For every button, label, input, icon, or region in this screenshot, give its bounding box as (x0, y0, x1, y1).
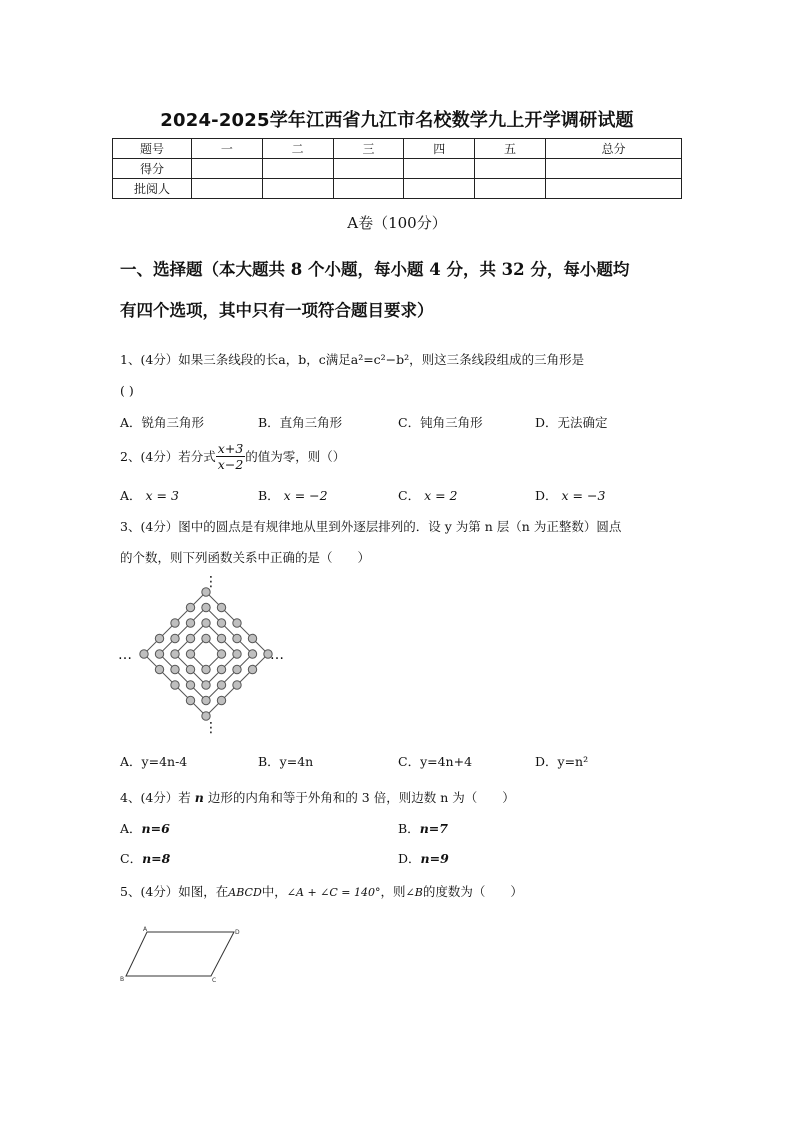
option-label: B． (258, 488, 280, 503)
layer-3-dot (217, 619, 225, 627)
part1-heading-line2: 有四个选项，其中只有一项符合题目要求） (120, 301, 434, 320)
layer-2-dot (233, 650, 241, 658)
option-label: D． (398, 851, 421, 866)
bottom-ellipsis: ⋮ (204, 720, 218, 736)
score-cell[interactable] (545, 159, 681, 179)
score-row-label: 得分 (113, 159, 192, 179)
grader-cell[interactable] (545, 179, 681, 199)
layer-4-dot (155, 665, 163, 673)
layer-3-dot (186, 619, 194, 627)
layer-1-dot (217, 650, 225, 658)
grader-cell[interactable] (333, 179, 404, 199)
section-a-title: A卷（100分） (347, 214, 447, 232)
vertex-label-d: D (235, 929, 240, 936)
layer-3-dot (202, 603, 210, 611)
score-table-header-row (113, 139, 682, 159)
q5-mid: 中， (261, 884, 287, 899)
layer-1-dot (186, 650, 194, 658)
q4-suffix: 边形的内角和等于外角和的 3 倍，则边数 n 为（ ） (203, 790, 515, 805)
q3-option-c: C．y=4n+4 (398, 754, 473, 769)
vertex-label-b: B (120, 976, 125, 983)
q2-fraction-numerator: x+3 (217, 440, 244, 456)
score-row (113, 159, 682, 179)
layer-2-dot (217, 634, 225, 642)
option-value: x = 3 (145, 488, 179, 503)
q2-suffix: 的值为零，则（） (245, 449, 346, 464)
layer-3-dot (186, 681, 194, 689)
layer-3-dot (155, 650, 163, 658)
option-value: n=7 (419, 821, 448, 836)
q5-target: ∠B (405, 886, 423, 899)
layer-4-dot (155, 634, 163, 642)
layer-4-dot (202, 712, 210, 720)
q1-option-c: C．钝角三角形 (398, 415, 483, 430)
q5-shape: ABCD (228, 886, 262, 899)
q5-mid2: ，则 (380, 884, 406, 899)
parallelogram-shape (126, 932, 234, 976)
q3-option-a: A．y=4n-4 (120, 754, 188, 769)
q3-option-d: D．y=n² (535, 754, 589, 769)
layer-2-dot (186, 665, 194, 673)
layer-4-dot (233, 619, 241, 627)
q2-option-c (398, 486, 458, 504)
option-value: n=9 (420, 851, 449, 866)
option-value: x = −3 (561, 488, 606, 503)
q1-option-a: A．锐角三角形 (120, 415, 205, 430)
top-ellipsis: ⋮ (204, 574, 218, 590)
layer-4-dot (217, 696, 225, 704)
option-value: x = −2 (283, 488, 328, 503)
part1-heading-line1: 一、选择题（本大题共 8 个小题，每小题 4 分，共 32 分，每小题均 (120, 260, 630, 279)
q5-text (120, 882, 523, 900)
q4-variable: n (194, 790, 204, 805)
q5-suffix: 的度数为（ ） (422, 884, 523, 899)
left-ellipsis: … (118, 647, 132, 663)
score-cell[interactable] (262, 159, 333, 179)
layer-2-dot (171, 650, 179, 658)
q2-text (120, 436, 345, 476)
grader-row (113, 179, 682, 199)
grader-cell[interactable] (404, 179, 475, 199)
option-label: A． (120, 488, 142, 503)
q1-paren: ( ) (120, 383, 134, 398)
q5-prefix: 5、(4分）如图，在 (120, 884, 229, 899)
layer-3-dot (217, 681, 225, 689)
header-cell: 四 (404, 139, 475, 159)
layer-4-dot (186, 696, 194, 704)
q4-option-a (120, 819, 170, 837)
option-label: C． (398, 488, 421, 503)
q1-option-b: B．直角三角形 (258, 415, 343, 430)
q2-fraction-denominator: x−2 (217, 456, 244, 472)
vertex-label-c: C (212, 977, 217, 984)
layer-4-dot (217, 603, 225, 611)
layer-2-dot (202, 619, 210, 627)
option-label: A． (120, 821, 142, 836)
grader-cell[interactable] (192, 179, 263, 199)
header-cell: 一 (192, 139, 263, 159)
layer-4-dot (248, 665, 256, 673)
q1-text: 1、(4分）如果三条线段的长a，b，c满足a²=c²−b²，则这三条线段组成的三角形是 (120, 352, 585, 367)
score-cell[interactable] (475, 159, 546, 179)
layer-3-dot (233, 665, 241, 673)
option-value: n=6 (141, 821, 170, 836)
layer-1-dot (202, 634, 210, 642)
grader-cell[interactable] (475, 179, 546, 199)
layer-4-dot (248, 634, 256, 642)
layer-2-dot (217, 665, 225, 673)
page-title: 2024-2025学年江西省九江市名校数学九上开学调研试题 (160, 110, 634, 131)
layer-4-dot (233, 681, 241, 689)
q3-option-b: B．y=4n (258, 754, 314, 769)
q2-option-b (258, 486, 328, 504)
header-cell: 五 (475, 139, 546, 159)
score-cell[interactable] (192, 159, 263, 179)
layer-3-dot (171, 665, 179, 673)
q4-option-c (120, 849, 170, 867)
score-cell[interactable] (404, 159, 475, 179)
option-value: x = 2 (424, 488, 458, 503)
score-cell[interactable] (333, 159, 404, 179)
q3-line2: 的个数，则下列函数关系中正确的是（ ） (120, 550, 371, 565)
layer-4-dot (186, 603, 194, 611)
header-cell: 三 (333, 139, 404, 159)
layer-3-dot (171, 634, 179, 642)
option-value: n=8 (142, 851, 171, 866)
q2-option-d (535, 486, 605, 504)
layer-4-dot (171, 619, 179, 627)
vertex-label-a: A (143, 926, 148, 933)
q4-option-b (398, 819, 448, 837)
header-cell: 题号 (113, 139, 192, 159)
q5-condition: ∠A + ∠C = 140° (286, 886, 381, 899)
q2-prefix: 2、(4分）若分式 (120, 449, 216, 464)
q2-fraction (216, 441, 245, 472)
grader-cell[interactable] (262, 179, 333, 199)
grader-row-label: 批阅人 (113, 179, 192, 199)
right-ellipsis: … (270, 647, 284, 663)
layer-1-dot (202, 665, 210, 673)
layer-2-outline (175, 623, 237, 685)
q5-parallelogram-figure (116, 924, 248, 984)
header-cell: 二 (262, 139, 333, 159)
q3-dot-diagram (116, 572, 296, 737)
q1-option-d: D．无法确定 (535, 415, 608, 430)
q4-text (120, 788, 515, 806)
header-cell: 总分 (545, 139, 681, 159)
q4-option-d (398, 849, 449, 867)
layer-4-dot (140, 650, 148, 658)
option-label: B． (398, 821, 420, 836)
layer-4-dot (171, 681, 179, 689)
option-label: D． (535, 488, 558, 503)
option-label: C． (120, 851, 143, 866)
q2-option-a (120, 486, 179, 504)
q4-prefix: 4、(4分）若 (120, 790, 195, 805)
layer-3-dot (248, 650, 256, 658)
q3-line1: 3、(4分）图中的圆点是有规律地从里到外逐层排列的．设 y 为第 n 层（n 为正整数）圆点 (120, 519, 622, 534)
layer-3-dot (202, 696, 210, 704)
layer-2-dot (202, 681, 210, 689)
layer-3-dot (233, 634, 241, 642)
layer-2-dot (186, 634, 194, 642)
score-table (112, 138, 682, 199)
